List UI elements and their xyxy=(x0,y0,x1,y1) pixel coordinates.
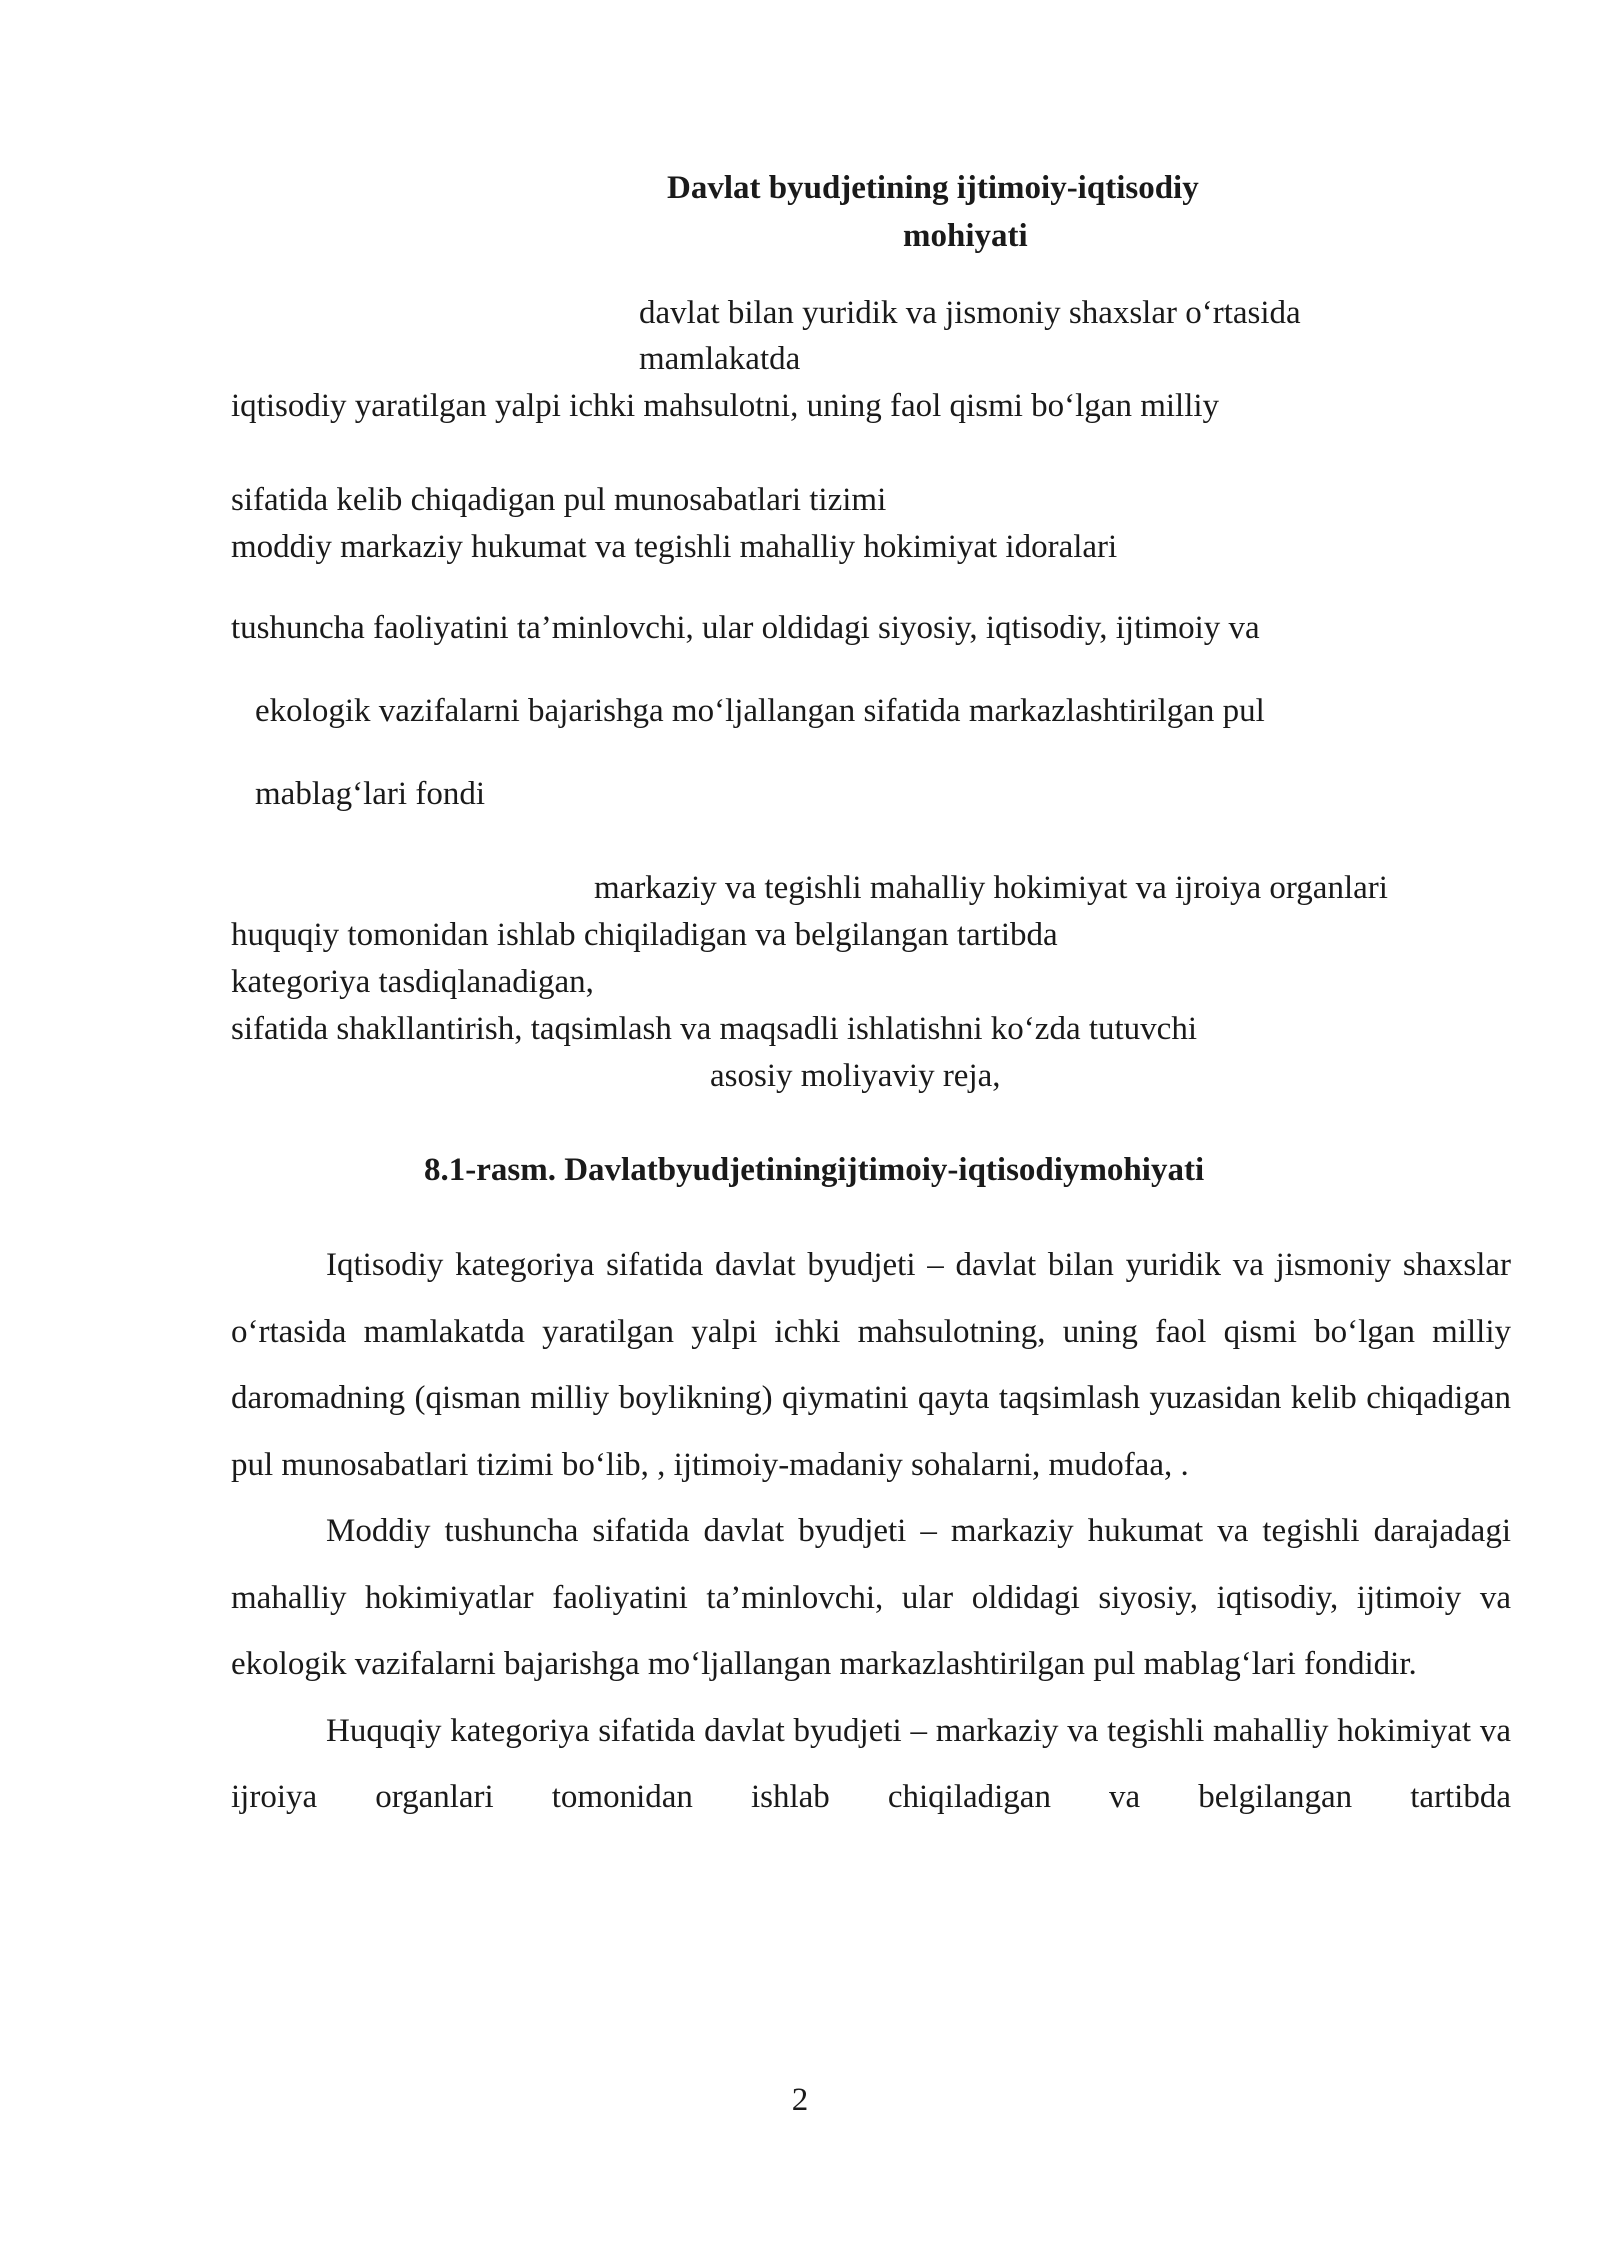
paragraph-economic: Iqtisodiy kategoriya sifatida davlat byudjeti – davlat bilan yuridik va jismoniy shaxslar o‘rtasida mamlakatda yaratilgan yalpi ichki mahsulotning, uning faol qismi bo‘lgan milliy daromadning (qisman milliy boylikning) qiymatini qayta taqsimlash yuzasidan kelib chiqadigan pul munosabatlari tizimi bo‘lib, , ijtimoiy-madaniy sohalarni, mudofaa, . xyxy=(231,1247,1511,1483)
material-definition-line-2: tushuncha faoliyatini ta’minlovchi, ular oldidagi siyosiy, iqtisodiy, ijtimoiy va xyxy=(231,610,1260,646)
legal-definition-line-5: asosiy moliyaviy reja, xyxy=(710,1058,1001,1094)
diagram-title-line-1: Davlat byudjetining ijtimoiy-iqtisodiy xyxy=(667,170,1199,206)
legal-definition-line-4: sifatida shakllantirish, taqsimlash va maqsadli ishlatishni ko‘zda tutuvchi xyxy=(231,1011,1197,1047)
economic-definition-line-2: mamlakatda xyxy=(639,341,801,377)
material-definition-line-4: mablag‘lari fondi xyxy=(255,776,486,812)
body-text xyxy=(231,1232,1511,1831)
paragraph-legal: Huquqiy kategoriya sifatida davlat byudjeti – markaziy va tegishli mahalliy hokimiyat va ijroiya organlari tomonidan ishlab chiqiladigan va belgilangan tartibda xyxy=(231,1712,1511,1815)
material-definition-line-3: ekologik vazifalarni bajarishga mo‘ljallangan sifatida markazlashtirilgan pul xyxy=(255,693,1265,729)
material-definition-line-1: moddiy markaziy hukumat va tegishli mahalliy hokimiyat idoralari xyxy=(231,529,1118,565)
legal-definition-line-1: markaziy va tegishli mahalliy hokimiyat va ijroiya organlari xyxy=(594,870,1388,906)
page-number: 2 xyxy=(791,2082,809,2118)
figure-caption: 8.1-rasm. Davlatbyudjetiningijtimoiy-iqtisodiymohiyati xyxy=(424,1152,1205,1188)
economic-definition-line-1: davlat bilan yuridik va jismoniy shaxslar o‘rtasida xyxy=(639,295,1301,331)
paragraph-material: Moddiy tushuncha sifatida davlat byudjeti – markaziy hukumat va tegishli darajadagi mahalliy hokimiyatlar faoliyatini ta’minlovchi, ular oldidagi siyosiy, iqtisodiy, ijtimoiy va ekologik vazifalarni bajarishga mo‘ljallangan markazlashtirilgan pul mablag‘lari fondidir. xyxy=(231,1513,1511,1682)
economic-definition-line-4: sifatida kelib chiqadigan pul munosabatlari tizimi xyxy=(231,482,887,518)
economic-definition-line-3: iqtisodiy yaratilgan yalpi ichki mahsulotni, uning faol qismi bo‘lgan milliy xyxy=(231,388,1220,424)
legal-definition-line-3: kategoriya tasdiqlanadigan, xyxy=(231,964,594,1000)
legal-definition-line-2: huquqiy tomonidan ishlab chiqiladigan va belgilangan tartibda xyxy=(231,917,1058,953)
diagram-title-line-2: mohiyati xyxy=(903,218,1028,254)
